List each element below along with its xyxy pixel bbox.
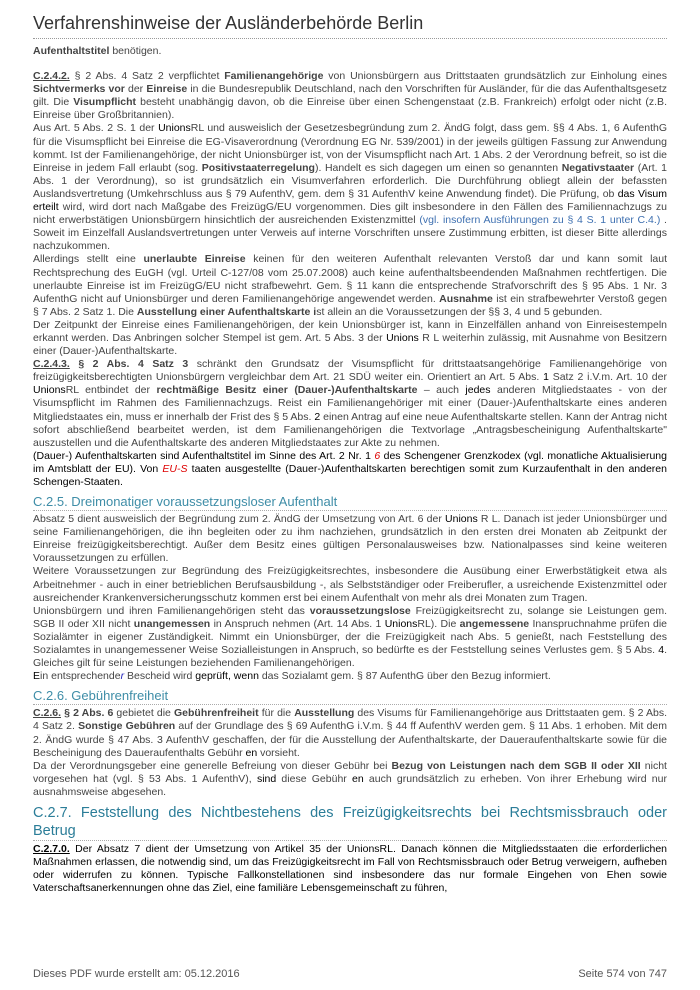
text: RL entbindet der [65, 384, 157, 397]
paragraph-residence-cards [33, 450, 667, 489]
section-ref: C.2.4.2. [33, 70, 70, 83]
text: Allerdings stellt eine [33, 253, 144, 266]
text: in die Bundesrepublik Deutschland, nach den Vorschriften für Ausländer, für die das Aufenthaltsgesetz gilt. Die [33, 83, 667, 109]
bold-text: Negativstaater [561, 161, 635, 174]
text: des Visums für Familienangehörige aus Drittstaaten gem. § 2 Abs. 4 Satz 2. [33, 707, 667, 733]
text: gebietet die [113, 707, 174, 720]
bold-text: Ausstellung einer Aufenthaltskarte i [136, 305, 317, 318]
section-ref: C.2.4.3. [33, 358, 70, 371]
text: Unions [33, 384, 66, 397]
text: Da der Verordnungsgeber eine generelle Befreiung von dieser Gebühr bei [33, 759, 392, 772]
text: Freizügigkeitsrecht zu, solange sie Leistungen gem. SGB II oder XII nicht [33, 604, 667, 630]
document-page [33, 0, 667, 895]
bold-text: § 2 Abs. 4 Satz 3 [78, 358, 189, 371]
bold-text: § 2 Abs. 6 [64, 707, 114, 720]
text: § 2 Abs. 4 Satz 2 verpflichtet [69, 70, 225, 83]
bold-text: Ausnahme [439, 292, 493, 305]
cross-reference-link[interactable]: (vgl. insofern Ausführungen zu § 4 S. 1 unter C.4.) [419, 214, 661, 227]
text: RL). Die [417, 617, 460, 630]
edit-marker: 6 [374, 449, 381, 462]
section-ref: C.2.6. [33, 707, 62, 720]
text: Absatz 5 dient ausweislich der Begründung zum 2. ÄndG der Umsetzung von Art. 6 der [33, 513, 446, 526]
text: st allein an die Voraussetzungen der §§ 3, 4 und 5 gebunden. [316, 305, 603, 318]
bold-text: unangemessen [133, 617, 211, 630]
text: jedes [465, 384, 491, 397]
text: das Visum erteilt [33, 187, 667, 214]
text: Inanspruchnahme prüfen die Sozialämter in eigener Zuständigkeit. Nimmt ein Unionsbürger, der die Freizügigkeit nach Abs. 5 genießt, nach Feststellung des Sozialamtes in unangemessener Weise Sozialleistungen in Anspruch, so bedürfte es der Feststellung seines Verlustes gem. § 5 Abs. [33, 617, 668, 657]
text: . Gleiches gilt für seine Leistungen beziehenden Familienangehörigen. [33, 644, 667, 670]
text: in Anspruch nehmen (Art. 14 Abs. 1 [210, 617, 385, 630]
text: des Schengener Grenzkodex (vgl. monatliche Aktualisierung im Amtsblatt der EU). Von [33, 449, 667, 475]
text: RL und ausweislich der Gesetzesbegründung zum 2. ÄndG folgt, dass gem. §§ 4 Abs. 1, 6 AufenthG für die Visumspflicht bei Einreise die EG-Visaverordnung (Verordnung EG Nr. 539/2001) in der jeweils gültigen Fassung zur Anwendung kommt. Ist der Familienangehörige, der nicht Unionsbürger ist, von der Visumspflicht nach Art. 1 Abs. 2 der Verordnung befreit, so ist die Einreise in jedem Fall erlaubt (sog. [33, 122, 668, 174]
paragraph-c25-intro [33, 513, 667, 565]
text: auch grundsätzlich zu erheben. Von ihrer Erhebung wird nur ausnahmsweise abgesehen. [33, 772, 667, 798]
text: schränkt den Grundsatz der Visumspflicht für drittstaatsangehörige Familienangehörige von freizügigkeitsberechtigten Unionsbürgern vergleichbar dem Art. 21 SDÜ weiter ein. Orientiert an Art. 5 Abs. [33, 358, 667, 384]
text: Bescheid wird [124, 670, 196, 683]
heading-divider [33, 704, 667, 705]
bold-text: voraussetzungslose [309, 604, 411, 617]
text: wird, wird dort nach Maßgabe des FreizügG/EU vorgenommen. Dies gilt insbesondere in den Fällen des Familiennachzugs zu nicht erwerbstätigen Unionsbürgern hinsichtlich der ausreichenden Existenzmittel [33, 201, 667, 227]
text: der [124, 83, 147, 96]
text: keinen für den weiteren Aufenthalt relevanten Verstoß dar und kann somit laut Rechtsprechung des EuGH (vgl. Urteil C-127/08 vom 25.07.2008) auch keine aufenthaltsbeendenden Maßnahmen rechtfertigen. Die unerlaubte Einreise ist im FreizügG/EU nicht strafbewehrt. Gem. § 11 kann die entsprechende Strafvorschrift des § 95 Abs. 1 Nr. 3 AufenthG nicht auf Unionsbürger und deren Familienangehörige angewendet werden. [33, 253, 667, 305]
text: 4 [658, 644, 665, 657]
text: taaten ausgestellte (Dauer-)Aufenthaltskarten berechtigen somit zum Kurzaufenthalt in den anderen Schengen-Staaten. [33, 462, 667, 488]
text: (Dauer-) Aufenthaltskarten sind Aufenthaltstitel im Sinne des Art. 2 Nr. 1 [33, 449, 375, 462]
text: (Art. 1 Abs. 1 der Verordnung), so ist grundsätzlich ein Visumverfahren erforderlich. Die Durchführung obliegt allein der befassten Auslandsvertretung (Umkehrschluss aus § 79 AufenthV, gem. dem § 31 AufenthV keine Anwendung findet). Die Prüfung, ob [33, 161, 667, 200]
text: benötigen. [109, 45, 162, 57]
paragraph-c270 [33, 843, 667, 895]
bold-text: Familienangehörige [224, 70, 324, 83]
paragraph-fee-exemption [33, 760, 667, 799]
text: 1 [543, 371, 549, 384]
text: Der Zeitpunkt der Einreise eines Familienangehörigen, der kein Unionsbürger ist, kann in Einzelfällen anhand von Einreisestempeln erkannt werden. Das Anbringen solcher Stempel ist gem. Art. 5 Abs. 3 der [33, 318, 667, 344]
text: auf der Grundlage des § 69 AufenthG i.V.m. § 44 ff AufenthV werden gem. § 11 Abs. 1 erhoben. Mit dem 2. ÄndG wurde § 47 Abs. 3 AufenthV geschaffen, der für die Ausstellung der Aufenthaltskarte, der Daueraufenthaltskarte sowie für die Bescheinigung des Daueraufenthalts Gebühr [33, 720, 668, 759]
paragraph-unlawful-entry [33, 253, 667, 318]
bold-text: Positivstaaterregelung [201, 161, 315, 174]
bold-text: Einreise [146, 83, 188, 96]
document-body [33, 45, 667, 895]
text: sind [256, 772, 277, 785]
paragraph-c243 [33, 358, 667, 450]
text: Der Absatz 7 dient der Umsetzung von Artikel 35 der UnionsRL. Danach können die Mitgliedsstaaten die erforderlichen Maßnahmen erlassen, die notwendig sind, um das Freizügigkeitsrecht im Fall von Rechtsmissbrauch oder Betrug verweigern, aufheben oder widerrufen zu können. Typische Fallkonstellationen sind insbesondere das nur formale Eingehen von Ehen sowie Vaterschaftsanerkennungen ohne das Ziel, eine familiäre Lebensgemeinschaft zu führen, [33, 842, 667, 895]
paragraph-c26 [33, 707, 667, 759]
paragraph-social-benefits [33, 605, 667, 670]
bold-text: Sonstige Gebühren [78, 720, 176, 733]
section-ref: C.2.7.0. [33, 842, 70, 855]
created-date: Dieses PDF wurde erstellt am: 05.12.2016 [33, 968, 240, 980]
paragraph-visa-regulation [33, 122, 667, 253]
text: – auch [417, 384, 466, 397]
bold-text: Ausstellung [294, 707, 355, 720]
text: Satz 2 i.V.m. Art. 10 der [548, 371, 667, 384]
page-footer [33, 968, 667, 980]
bold-text: Visumpflicht [73, 96, 137, 109]
text: en [245, 746, 258, 759]
text: Unions [386, 331, 419, 344]
text: R L. Danach ist jeder Unionsbürger und seine Familienangehörigen, die ihn begleiten oder zu ihm nachziehen, grundsätzlich in den ersten drei Monaten ab Zeitpunkt der Einreise freizügigkeitsberechtigt. Außer dem Besitz eines gültigen Personalausweises bzw. Nationalpasses sind keine weiteren Voraussetzungen zu erfüllen. [33, 513, 667, 565]
paragraph-further-requirements: Weitere Voraussetzungen zur Begründung des Freizügigkeitsrechtes, insbesondere die Ausübung einer Erwerbstätigkeit etwa als Arbeitnehmer - auch in einer betrieblichen Berufsausbildung -, als Selbstständiger oder Freiberufler, a usreichende Existenzmittel oder ausreichender Krankenversicherungsschutz kommen erst bei einem Aufenthalt von mehr als drei Monaten zum Tragen. [33, 565, 667, 604]
section-heading-c26: C.2.6. Gebührenfreiheit [33, 688, 169, 704]
text: E [33, 670, 41, 683]
paragraph-entry-stamps [33, 319, 667, 358]
bold-text: Aufenthaltstitel [33, 45, 110, 57]
text: Unions [445, 513, 478, 526]
text: ist ein strafbewehrter Verstoß gegen § 7 Abs. 2 Satz 1. Die [33, 292, 667, 318]
edit-marker: r [120, 670, 125, 683]
text: Aus Art. 5 Abs. 2 S. 1 der [33, 122, 159, 135]
text: vorsieht. [257, 746, 300, 759]
bold-text: Gebührenfreiheit [174, 707, 259, 720]
text: besteht unabhängig davon, ob die Einreise über einen Schengenstaat (z.B. Frankreich) erfolgt oder nicht (z.B. Einreise über Großbritannien). [33, 96, 667, 122]
heading-divider [33, 840, 667, 841]
text: diese Gebühr [276, 772, 353, 785]
text: 2 [314, 410, 321, 423]
bold-text: angemessene [459, 617, 530, 630]
intro-paragraph [33, 45, 667, 58]
text: das Sozialamt gem. § 87 AufenthG über den Bezug informiert. [258, 670, 551, 683]
text: nicht vorgesehen hat (vgl. § 53 Abs. 1 AufenthV), [33, 759, 667, 785]
title-divider [33, 38, 667, 39]
bold-text: rechtmäßige Besitz einer (Dauer-)Aufenthaltskarte [156, 384, 418, 397]
text: anderen Mitgliedstaates - von der Visumspflicht im Rahmen des Familiennachzugs. Reist ein Familienangehöriger mit einer (Dauer-)Aufenthaltskarte eines anderen Mitgliedstaates ein, muss er innerhalb der Frist des § 5 Abs. [33, 384, 667, 423]
text: ). Handelt es sich dagegen um einen so genannten [314, 161, 562, 174]
bold-text: Bezug von Leistungen nach dem SGB II oder XII [391, 759, 641, 772]
text: geprüft, wenn [195, 670, 259, 683]
edit-marker: EU-S [162, 462, 188, 475]
text: in entsprechende [40, 670, 121, 683]
text: Unions [384, 617, 418, 630]
bold-text: Sichtvermerks vor [33, 83, 125, 96]
text: Unionsbürgern und ihren Familienangehörigen steht das [33, 604, 310, 617]
text: . Soweit im Einzelfall Auslandsvertretungen unter Verweis auf interne Vorschriften unsere Zustimmung erbitten, ist dieser Bitte allerdings nachzukommen. [33, 214, 667, 253]
text: en [352, 772, 364, 785]
paragraph-notice [33, 670, 667, 683]
bold-text: unerlaubte Einreise [143, 253, 246, 266]
text: Unions [158, 122, 191, 135]
text: R L weiterhin zulässig, mit Ausnahme von Besitzern einer (Dauer-)Aufenthaltskarte. [33, 331, 667, 358]
page-number: Seite 574 von 747 [578, 968, 667, 980]
text: von Unionsbürgern aus Drittstaaten grundsätzlich zur Einholung eines [323, 70, 667, 83]
document-title: Verfahrenshinweise der Ausländerbehörde Berlin [33, 13, 424, 33]
heading-divider [33, 510, 667, 511]
paragraph-c242 [33, 70, 667, 122]
section-heading-c27: C.2.7. Feststellung des Nichtbestehens des Freizügigkeitsrechts bei Rechtsmissbrauch oder Betrug [33, 804, 667, 839]
text: einen Antrag auf eine neue Aufenthaltskarte stellen. Kann der Antrag nicht sofort abschließend bearbeitet werden, ist dem Familienangehörigen die Textvorlage „Antragsbescheinigung Aufenthaltskarte" auszustellen und die Aufenthaltskarte des anderen Mitgliedstaates zur Akte zu nehmen. [33, 410, 667, 449]
text: für die [258, 707, 295, 720]
section-heading-c25: C.2.5. Dreimonatiger voraussetzungsloser Aufenthalt [33, 494, 338, 510]
